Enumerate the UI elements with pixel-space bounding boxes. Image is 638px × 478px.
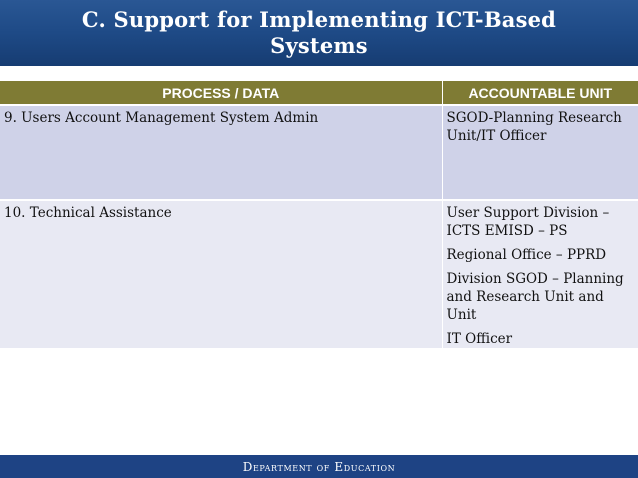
- slide-title: C. Support for Implementing ICT-Based Systems: [81, 7, 557, 58]
- process-cell: 10. Technical Assistance: [0, 200, 442, 349]
- unit-cell: [442, 200, 638, 349]
- table-row: [0, 200, 638, 349]
- header-process-data: PROCESS / DATA: [0, 81, 442, 105]
- accountability-table: [0, 81, 638, 350]
- unit-line: Regional Office – PPRD: [446, 247, 607, 263]
- footer-bar: [0, 455, 638, 478]
- unit-line: User Support Division – ICTS EMISD – PS: [446, 205, 610, 239]
- unit-cell: [442, 105, 638, 200]
- title-bar: [0, 0, 638, 66]
- table-container: [0, 81, 638, 350]
- footer-text: Department of Education: [242, 459, 396, 474]
- unit-line: Division SGOD – Planning and Research Unit and Unit: [446, 271, 624, 323]
- header-accountable-unit: ACCOUNTABLE UNIT: [442, 81, 638, 105]
- table-row: [0, 105, 638, 200]
- unit-line: IT Officer: [446, 331, 513, 347]
- unit-line: SGOD-Planning Research Unit/IT Officer: [446, 110, 622, 144]
- table-header-row: [0, 81, 638, 105]
- process-cell: 9. Users Account Management System Admin: [0, 105, 442, 200]
